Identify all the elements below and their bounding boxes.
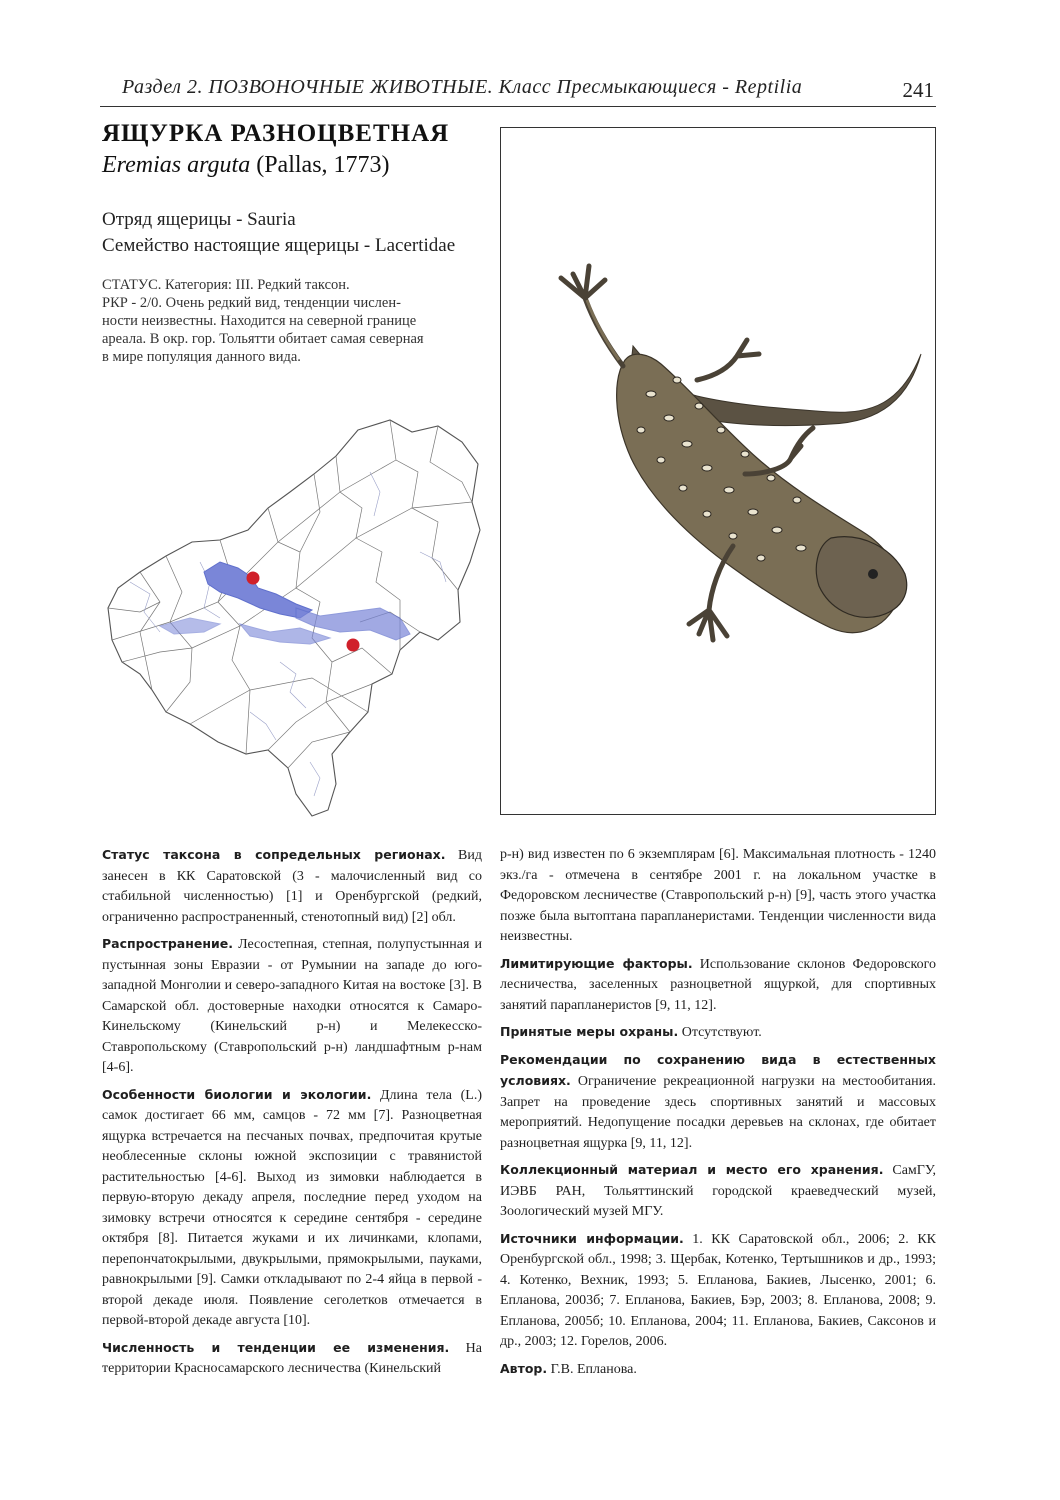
article-paragraph [500,1359,936,1381]
status-line: в мире популяция данного вида. [102,349,301,365]
article-paragraph [500,1229,936,1353]
paragraph-heading: Принятые меры охраны. [500,1024,679,1039]
paragraph-text: Г.В. Епланова. [547,1361,637,1377]
status-line: РКР - 2/0. Очень редкий вид, тенденции числен- [102,295,401,311]
species-title: ЯЩУРКА РАЗНОЦВЕТНАЯ [102,120,450,147]
paragraph-text: Лесостепная, степная, полупустынная и пустынная зоны Евразии - от Румынии на западе до юго-западной Монголии и северо-западного Китая на востоке [3]. В Самарской обл. достоверные находки относятся к Самаро-Кинельскому (Кинельский р-н) и Мелекесско-Ставропольскому (Ставропольский р-н) ландшафтным р-нам [4-6]. [102,937,482,1075]
article-paragraph [102,845,482,928]
article-paragraph [500,845,936,948]
paragraph-text: На территории Красносамарского лесничества (Кинельский [102,1340,482,1376]
article-paragraph [102,1338,482,1380]
paragraph-text: р-н) вид известен по 6 экземплярам [6]. Максимальная плотность - 1240 экз./га - отмечена в сентябре 2001 г. на локальном участке в Федоровском лесничестве (Ставропольский р-н) [9], часть этого участка позже была вытоптана парапланеристами. Тенденции численности вида неизвестны. [500,847,936,944]
lizard-hind-leg-2 [697,340,759,380]
article-paragraph [500,954,936,1017]
text-column-right [500,845,936,1386]
paragraph-text: Отсутствуют. [678,1025,762,1040]
paragraph-text: Использование склонов Федоровского лесничества, заселенных разноцветной ящуркой, для спортивных занятий парапланеристов [9, 11, 12]. [500,956,936,1013]
occurrence-marker [347,639,360,652]
occurrence-marker [247,572,260,585]
status-line: ности неизвестны. Находится на северной границе [102,313,417,329]
paragraph-text: 1. КК Саратовской обл., 2006; 2. КК Оренбургской обл., 1998; 3. Щербак, Котенко, Тертышников и др., 1993; 4. Котенко, Вехник, 1993; 5. Епланова, Бакиев, Лысенко, 2001; 6. Епланова, 2003б; 7. Епланова, Бакиев, Бэр, 2003; 8. Епланова, 2008; 9. Епланова, 2005б; 10. Епланова, 2004; 11. Епланова, Бакиев, Саксонов и др., 2003; 12. Горелов, 2006. [500,1231,936,1349]
status-block [102,276,482,366]
article-paragraph [102,1085,482,1332]
lizard-illustration [501,128,937,816]
text-column-left [102,845,482,1386]
lizard-front-leg-2 [689,546,733,640]
paragraph-heading: Источники информации. [500,1230,684,1246]
section-title: Раздел 2. ПОЗВОНОЧНЫЕ ЖИВОТНЫЕ. Класс Пресмыкающиеся - Reptilia [122,76,803,98]
family-line: Семейство настоящие ящерицы - Lacertidae [102,235,456,256]
paragraph-heading: Лимитирующие факторы. [500,955,693,971]
status-line: ареала. В окр. гор. Тольятти обитает самая северная [102,331,424,347]
order-line: Отряд ящерицы - Sauria [102,209,296,230]
article-paragraph [102,934,482,1079]
latin-name [102,152,390,179]
latin-binomial: Eremias arguta [102,152,251,178]
latin-author: (Pallas, 1773) [256,152,390,178]
page-number: 241 [902,78,934,102]
paragraph-text: Длина тела (L.) самок достигает 66 мм, самцов - 72 мм [7]. Разноцветная ящурка встречается на песчаных почвах, предпочитая крутые необлесенные склоны южной экспозиции с травянистой растительностью [4-6]. Выход из зимовки наблюдается в первую-вторую декаду апреля, последние перед уходом на зимовку встречи относятся к середине сентября - середине октября [8]. Питается жуками и их личинками, клопами, перепончатокрылыми, двукрылыми, прямокрылыми, пауками, равнокрылыми [9]. Самки откладывают по 2-4 яйца в первой - второй декаде июля. Появление сеголетков отмечается в первой-второй декаде августа [10]. [102,1087,482,1328]
paragraph-text: Вид занесен в КК Саратовской (3 - малочисленный вид со стабильной численностью) [1] и Оренбургской (редкий, ограниченно распространенный, стенотопный вид) [2] обл. [102,848,482,925]
paragraph-text: Ограничение рекреационной нагрузки на местообитания. Запрет на проведение здесь спортивных занятий и массовых мероприятий. Недопущение посадки деревьев на склонах, где обитает разноцветная ящурка [9, 11, 12]. [500,1074,936,1151]
paragraph-heading: Численность и тенденции ее изменения. [102,1339,450,1355]
paragraph-heading: Особенности биологии и экологии. [102,1086,372,1102]
region-outline [108,420,480,816]
running-header [100,72,936,107]
paragraph-text: СамГУ, ИЭВБ РАН, Тольяттинский городской краеведческий музей, Зоологический музей МГУ. [500,1163,936,1219]
paragraph-heading: Коллекционный материал и место его хранения. [500,1162,884,1177]
status-line: СТАТУС. Категория: III. Редкий таксон. [102,277,350,293]
taxonomy [102,207,455,259]
paragraph-heading: Распространение. [102,936,233,951]
article-paragraph [500,1160,936,1223]
paragraph-heading: Рекомендации по сохранению вида в естественных условиях. [500,1051,936,1088]
article-paragraph [500,1022,936,1044]
paragraph-heading: Статус таксона в сопредельных регионах. [102,847,446,862]
lizard-eye [868,569,878,579]
paragraph-heading: Автор. [500,1360,548,1376]
article-paragraph [500,1050,936,1155]
species-illustration-frame [500,127,936,815]
distribution-map [100,412,485,822]
